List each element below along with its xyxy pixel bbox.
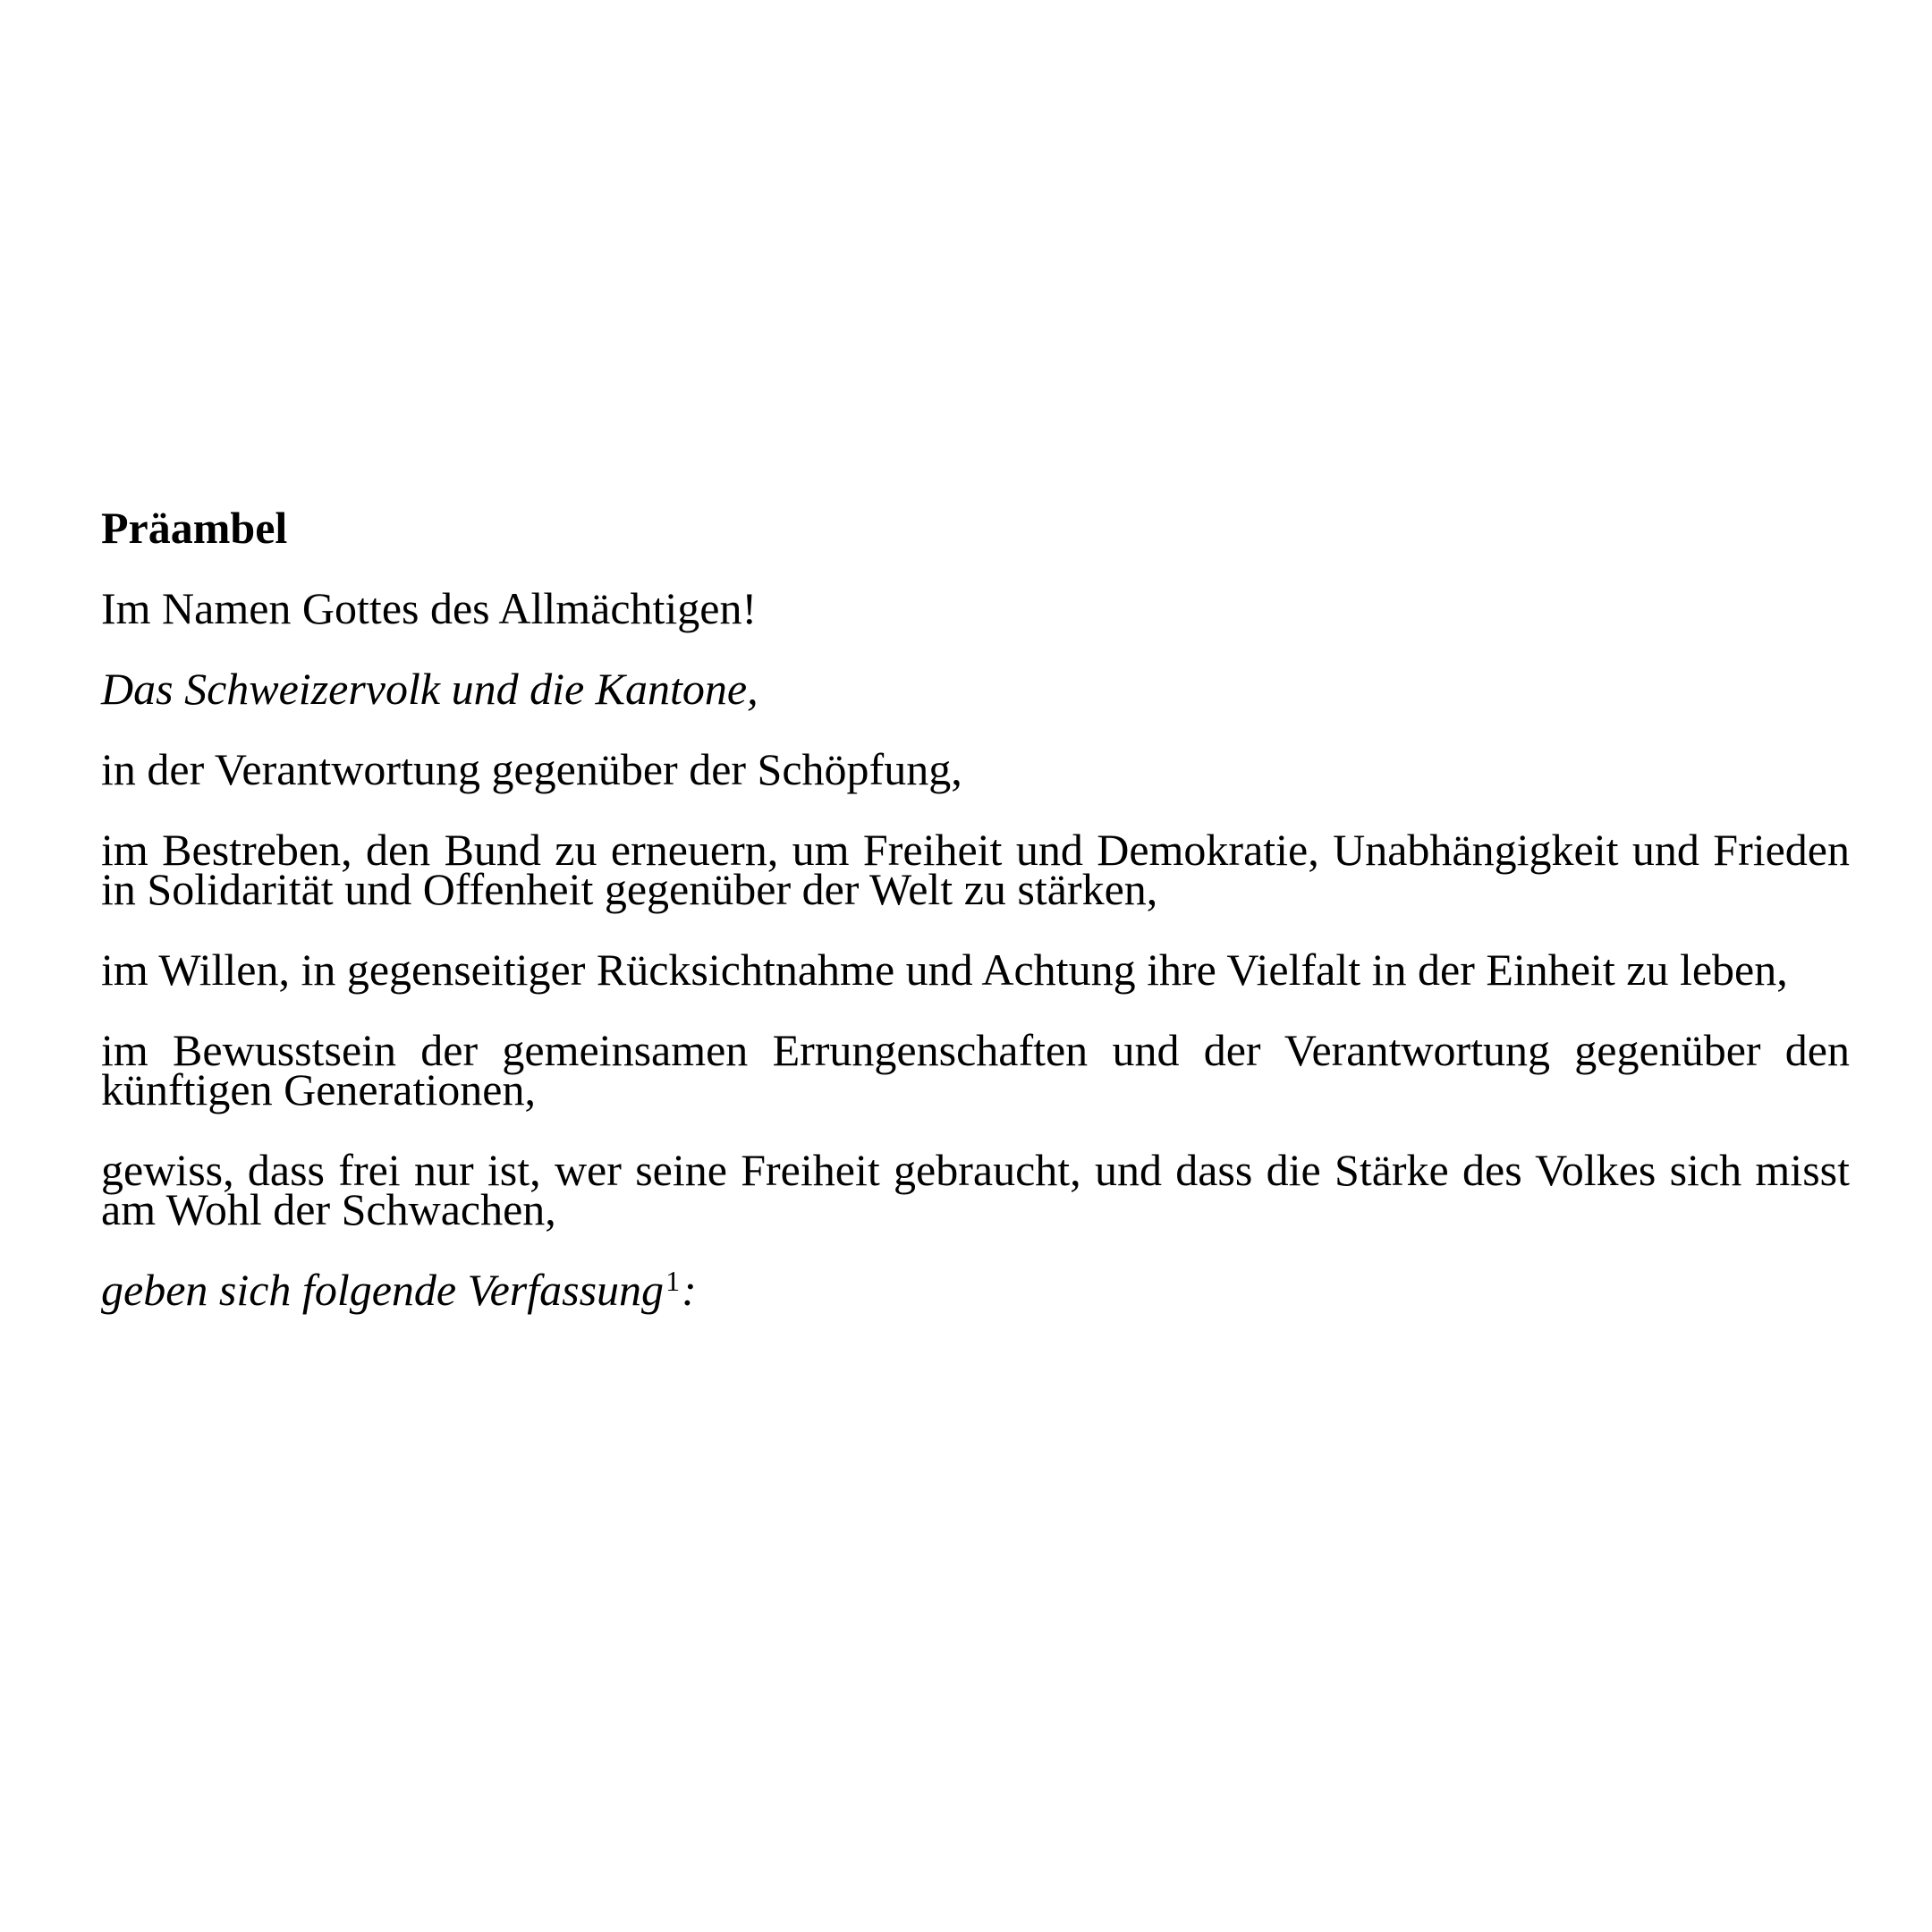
subject-line: Das Schweizervolk und die Kantone, <box>101 664 758 714</box>
clause-paragraph: in der Verantwortung gegenüber der Schöpfung, <box>101 744 962 794</box>
invocation-line: Im Namen Gottes des Allmächtigen! <box>101 583 758 633</box>
clause-paragraph: im Bestreben, den Bund zu erneuern, um Freiheit und Demokratie, Unabhängigkeit und Frieden in Solidarität und Offenheit gegenüber der Welt zu stärken, <box>101 825 1850 914</box>
clause-paragraph: im Willen, in gegenseitiger Rücksichtnahme und Achtung ihre Vielfalt in der Einheit zu leben, <box>101 945 1788 995</box>
preamble-heading: Präambel <box>101 503 288 553</box>
clause-paragraph: im Bewusstsein der gemeinsamen Errungenschaften und der Verantwortung gegenüber den künftigen Generationen, <box>101 1025 1850 1114</box>
conclusion-text: geben sich folgende Verfassung <box>101 1265 665 1315</box>
conclusion-line <box>101 1265 1850 1315</box>
clause-paragraph: gewiss, dass frei nur ist, wer seine Freiheit gebraucht, und dass die Stärke des Volkes sich misst am Wohl der Schwachen, <box>101 1145 1850 1234</box>
footnote-marker[interactable]: 1 <box>665 1265 681 1297</box>
document-page <box>101 503 1850 1356</box>
conclusion-punctuation: : <box>682 1265 697 1315</box>
